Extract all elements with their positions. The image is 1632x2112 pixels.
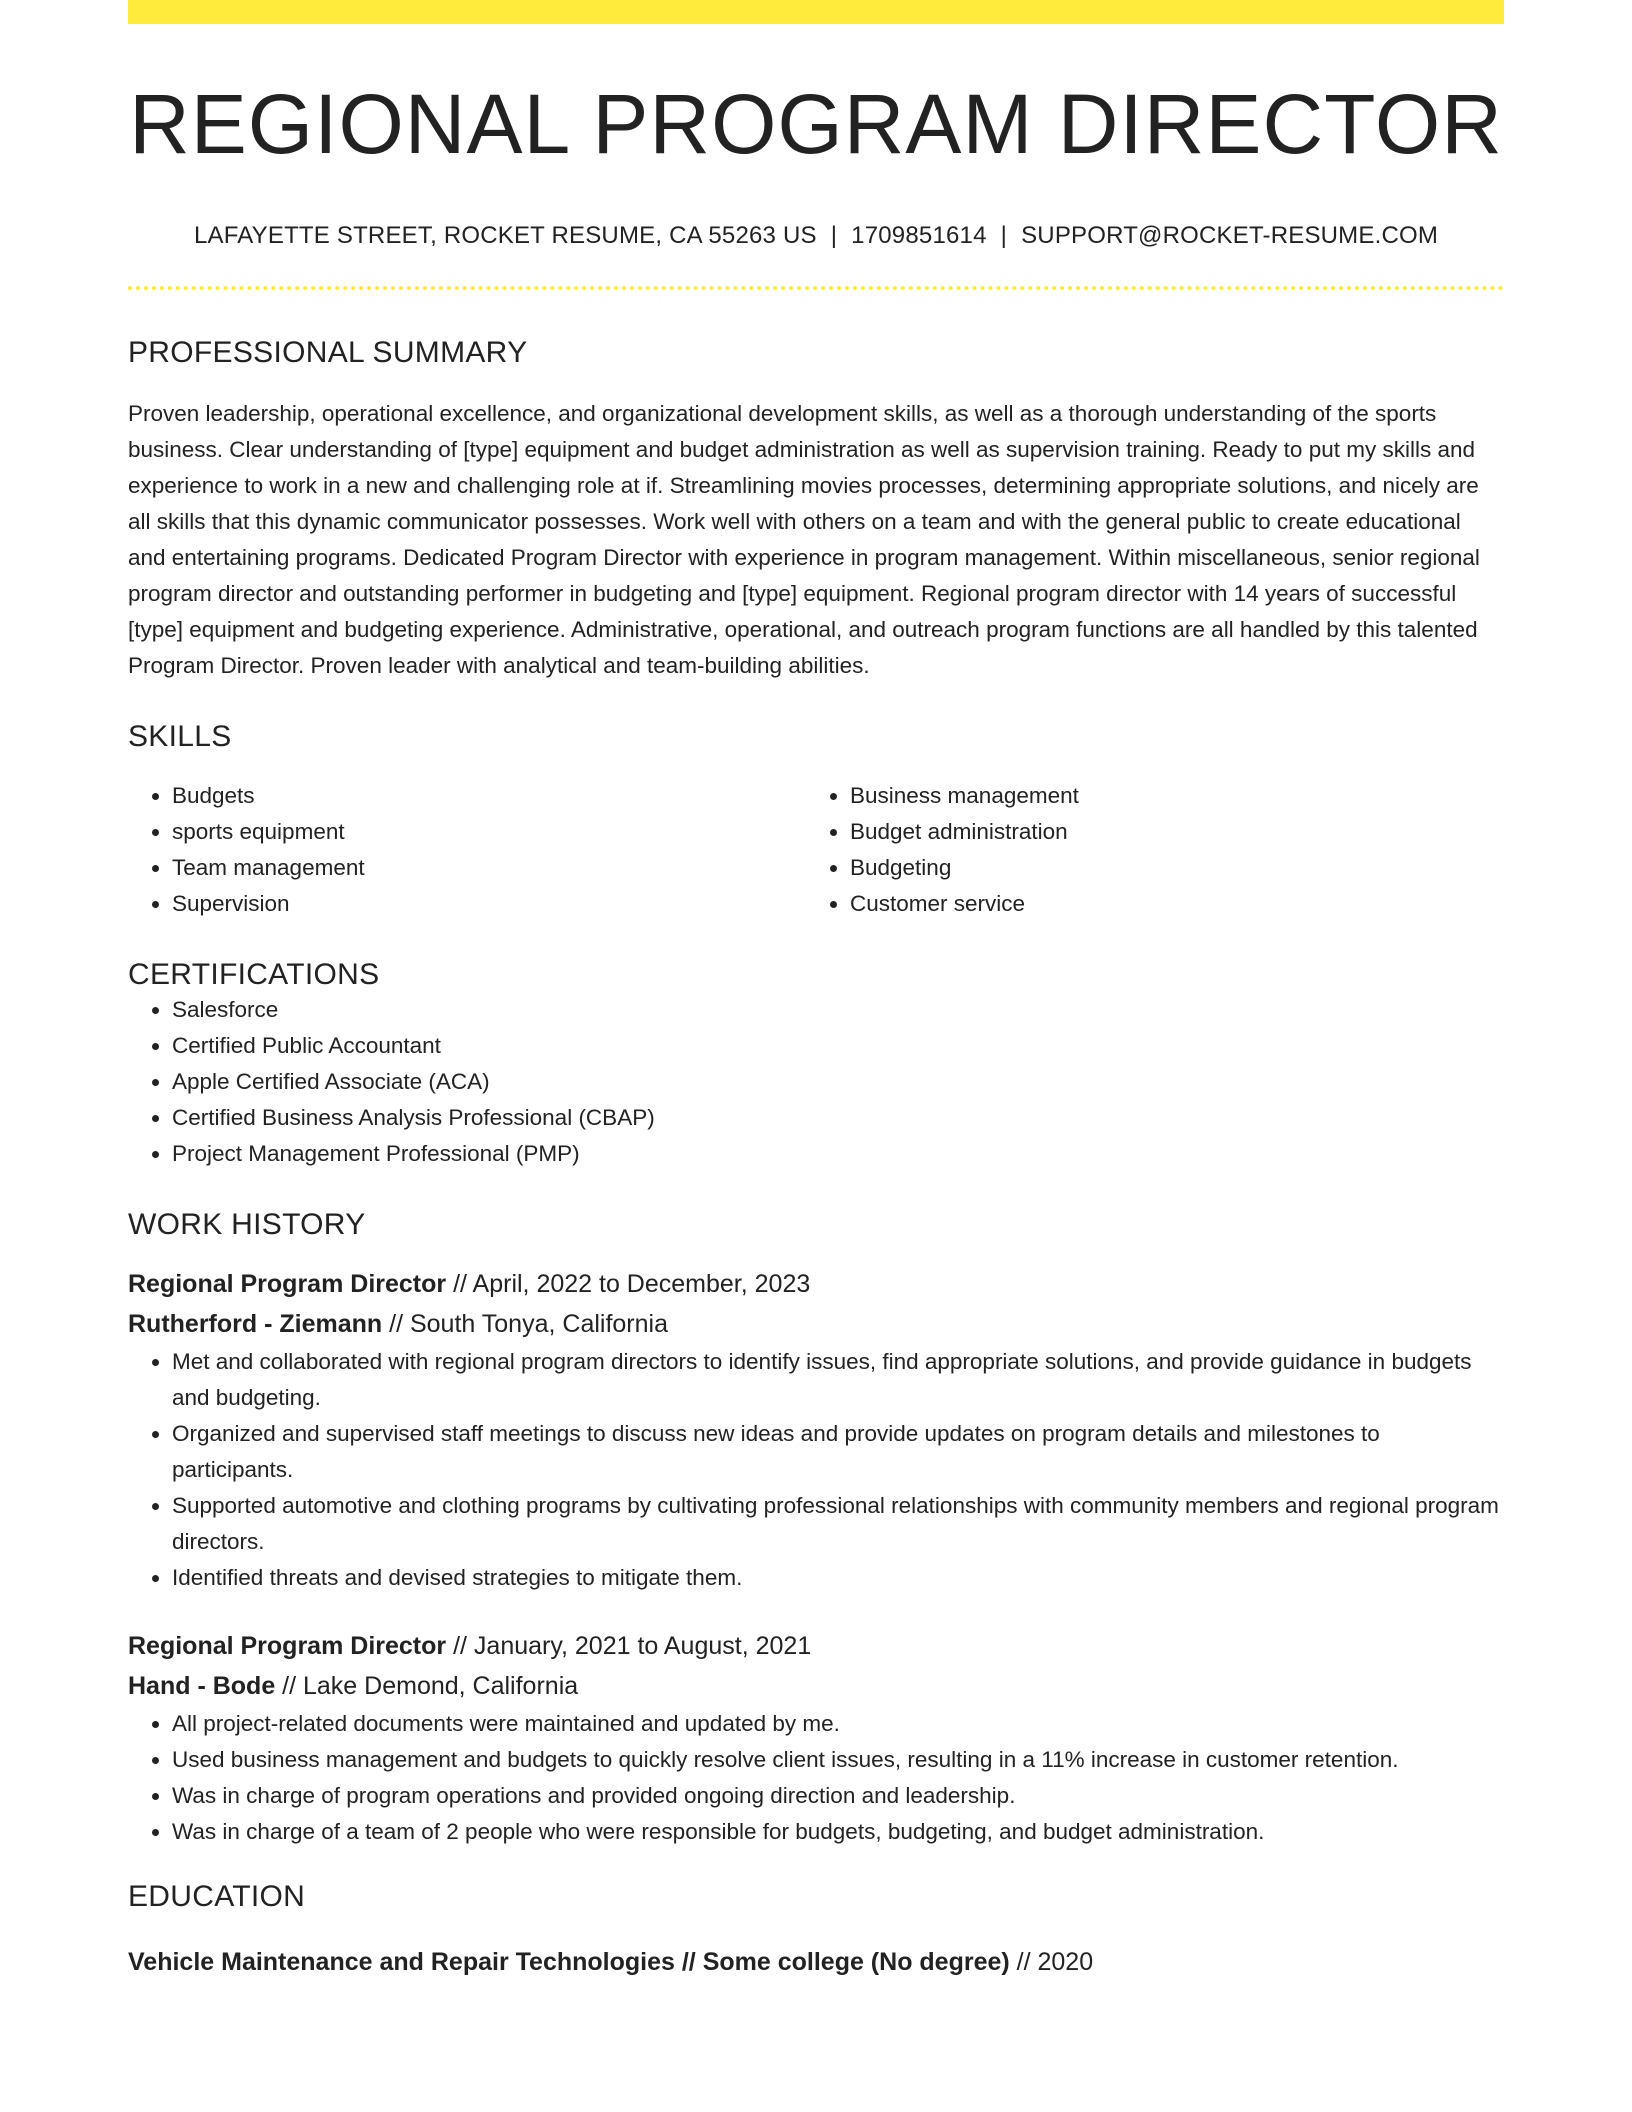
education-degree: Vehicle Maintenance and Repair Technologies // Some college (No degree)	[128, 1948, 1010, 1977]
certification-item: • Certified Business Analysis Professional (CBAP)	[172, 1100, 1504, 1136]
certifications-list	[128, 992, 1504, 1172]
job-duty: • Used business management and budgets to quickly resolve client issues, resulting in a 11% increase in customer retention.	[172, 1742, 1504, 1778]
job-company-line	[128, 1666, 1504, 1706]
skill-item: • sports equipment	[172, 814, 806, 850]
job-role: Regional Program Director	[128, 1632, 447, 1661]
certification-item: • Certified Public Accountant	[172, 1028, 1504, 1064]
contact-phone: 1709851614	[851, 222, 987, 250]
skills-list-left	[128, 778, 806, 922]
job-role-line	[128, 1626, 1504, 1666]
skills-list-right	[806, 778, 1484, 922]
job-duty: • Supported automotive and clothing programs by cultivating professional relationships with community members and regional program directors.	[172, 1488, 1504, 1560]
job-duty: • Identified threats and devised strategies to mitigate them.	[172, 1560, 1504, 1596]
job-location: // Lake Demond, California	[275, 1672, 579, 1701]
skills-column-left	[128, 778, 806, 922]
contact-line	[128, 222, 1504, 250]
job-duty: • Was in charge of program operations and provided ongoing direction and leadership.	[172, 1778, 1504, 1814]
job-company: Rutherford - Ziemann	[128, 1310, 383, 1339]
job-company-line	[128, 1304, 1504, 1344]
job-dates: // January, 2021 to August, 2021	[446, 1632, 812, 1661]
certification-item: • Salesforce	[172, 992, 1504, 1028]
skill-item: • Supervision	[172, 886, 806, 922]
job-duty: • Met and collaborated with regional program directors to identify issues, find appropriate solutions, and provide guidance in budgets and budgeting.	[172, 1344, 1504, 1416]
skills-heading: SKILLS	[128, 720, 232, 754]
job-duty: • Organized and supervised staff meetings to discuss new ideas and provide updates on program details and milestones to participants.	[172, 1416, 1504, 1488]
skill-item: • Customer service	[850, 886, 1484, 922]
job-duties-list	[128, 1344, 1504, 1596]
skill-item: • Budgeting	[850, 850, 1484, 886]
skill-item: • Budget administration	[850, 814, 1484, 850]
contact-email: SUPPORT@ROCKET-RESUME.COM	[1021, 222, 1439, 250]
job-company: Hand - Bode	[128, 1672, 276, 1701]
summary-paragraph: Proven leadership, operational excellence, and organizational development skills, as well as a thorough understanding of the sports business. Clear understanding of [type] equipment and budget administration as well as supervision training. Ready to put my skills and experience to work in a new and challenging role at if. Streamlining movies processes, determining appropriate solutions, and nicely are all skills that this dynamic communicator possesses. Work well with others on a team and with the general public to create educational and entertaining programs. Dedicated Program Director with experience in program management. Within miscellaneous, senior regional program director and outstanding performer in budgeting and [type] equipment. Regional program director with 14 years of successful [type] equipment and budgeting experience. Administrative, operational, and outreach program functions are all handled by this talented Program Director. Proven leader with analytical and team-building abilities.	[128, 401, 1480, 679]
skill-item: • Business management	[850, 778, 1484, 814]
accent-top-bar	[128, 0, 1504, 24]
contact-separator: |	[830, 222, 838, 250]
skills-column-right	[806, 778, 1484, 922]
certification-item: • Apple Certified Associate (ACA)	[172, 1064, 1504, 1100]
dotted-divider	[128, 286, 1504, 290]
certifications-heading: CERTIFICATIONS	[128, 958, 380, 992]
job-duty: • Was in charge of a team of 2 people who were responsible for budgets, budgeting, and budget administration.	[172, 1814, 1504, 1850]
skill-item: • Team management	[172, 850, 806, 886]
contact-separator: |	[1000, 222, 1008, 250]
skill-item: • Budgets	[172, 778, 806, 814]
work-history-heading: WORK HISTORY	[128, 1208, 366, 1242]
job-entry	[128, 1626, 1504, 1850]
contact-address: LAFAYETTE STREET, ROCKET RESUME, CA 55263 US	[193, 222, 817, 250]
job-dates: // April, 2022 to December, 2023	[446, 1270, 811, 1299]
education-heading: EDUCATION	[128, 1880, 306, 1914]
education-year: // 2020	[1009, 1948, 1094, 1977]
job-role: Regional Program Director	[128, 1270, 447, 1299]
resume-page	[128, 0, 1504, 1980]
summary-heading: PROFESSIONAL SUMMARY	[128, 336, 528, 370]
education-entry	[128, 1944, 1504, 1980]
job-duties-list	[128, 1706, 1504, 1850]
resume-title: REGIONAL PROGRAM DIRECTOR	[129, 77, 1503, 171]
certification-item: • Project Management Professional (PMP)	[172, 1136, 1504, 1172]
job-duty: • All project-related documents were maintained and updated by me.	[172, 1706, 1504, 1742]
skills-grid	[128, 778, 1504, 922]
job-location: // South Tonya, California	[382, 1310, 668, 1339]
job-role-line	[128, 1264, 1504, 1304]
job-entry	[128, 1264, 1504, 1596]
